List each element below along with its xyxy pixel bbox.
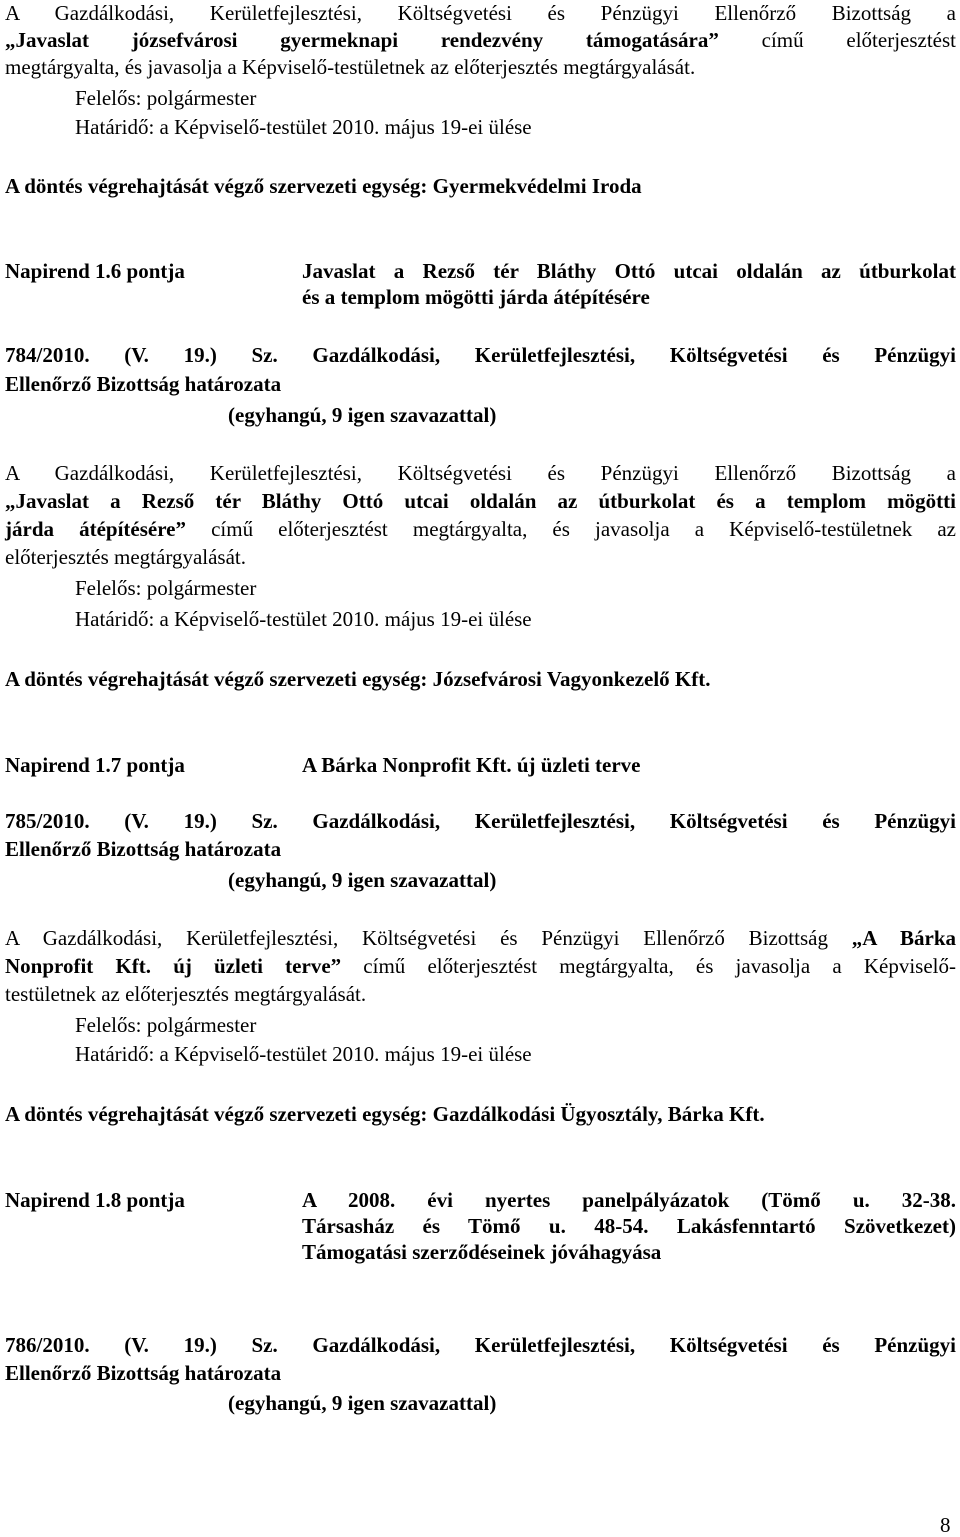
body-text: című előterjesztést megtárgyalta, és javasolja a Képviselő- xyxy=(341,954,956,978)
committee-name: Gazdálkodási, Kerületfejlesztési, Költségvetési és Pénzügyi xyxy=(277,809,956,833)
page-number: 8 xyxy=(940,1513,951,1537)
proposal-title: Nonprofit Kft. új üzleti terve” xyxy=(5,954,342,978)
vote-result: (egyhangú, 9 igen szavazattal) xyxy=(228,403,497,427)
vote-result: (egyhangú, 9 igen szavazattal) xyxy=(228,1391,497,1415)
resolution-heading: Ellenőrző Bizottság határozata xyxy=(5,837,282,861)
proposal-title: „Javaslat a Rezső tér Bláthy Ottó utcai oldalán az útburkolat és a templom mögötti xyxy=(5,489,956,513)
body-text-line: előterjesztés megtárgyalását. xyxy=(5,545,247,569)
deadline-line: Határidő: a Képviselő-testület 2010. május 19-ei ülése xyxy=(75,115,532,139)
body-text: című előterjesztést xyxy=(718,28,957,52)
body-text-line: A Gazdálkodási, Kerületfejlesztési, Költségvetési és Pénzügyi Ellenőrző Bizottság a xyxy=(5,461,956,485)
deadline-line: Határidő: a Képviselő-testület 2010. május 19-ei ülése xyxy=(75,607,532,631)
body-text-line: megtárgyalta, és javasolja a Képviselő-testületnek az előterjesztés megtárgyalását. xyxy=(5,55,696,79)
body-text: A Gazdálkodási, Kerületfejlesztési, Költségvetési és Pénzügyi Ellenőrző Bizottság xyxy=(5,926,852,950)
body-text-line: testületnek az előterjesztés megtárgyalását. xyxy=(5,982,367,1006)
agenda-title-line: Társasház és Tömő u. 48-54. Lakásfenntartó Szövetkezet) xyxy=(302,1214,956,1238)
proposal-title: „Javaslat józsefvárosi gyermeknapi rendezvény támogatására” xyxy=(5,28,719,52)
agenda-title-line: Támogatási szerződéseinek jóváhagyása xyxy=(302,1240,662,1264)
proposal-title: „A Bárka xyxy=(851,926,957,950)
resolution-heading: Ellenőrző Bizottság határozata xyxy=(5,372,282,396)
agenda-title-line: és a templom mögötti járda átépítésére xyxy=(302,285,650,309)
agenda-title-line: A 2008. évi nyertes panelpályázatok (Tömő u. 32-38. xyxy=(302,1188,956,1212)
resolution-number: 784/2010. (V. 19.) Sz. xyxy=(5,343,278,367)
body-text-line xyxy=(5,925,956,951)
executing-unit: A döntés végrehajtását végző szervezeti egység: Gazdálkodási Ügyosztály, Bárka Kft. xyxy=(5,1102,765,1126)
committee-name: Gazdálkodási, Kerületfejlesztési, Költségvetési és Pénzügyi xyxy=(277,343,956,367)
resolution-heading xyxy=(5,808,956,834)
agenda-item-label: Napirend 1.8 pontja xyxy=(5,1188,185,1212)
body-text-line xyxy=(5,953,956,979)
body-text-line xyxy=(5,516,956,542)
agenda-item-label: Napirend 1.7 pontja xyxy=(5,753,185,777)
responsible-line: Felelős: polgármester xyxy=(75,576,257,600)
executing-unit: A döntés végrehajtását végző szervezeti egység: Józsefvárosi Vagyonkezelő Kft. xyxy=(5,667,711,691)
deadline-line: Határidő: a Képviselő-testület 2010. május 19-ei ülése xyxy=(75,1042,532,1066)
committee-name: Gazdálkodási, Kerületfejlesztési, Költségvetési és Pénzügyi xyxy=(277,1333,956,1357)
responsible-line: Felelős: polgármester xyxy=(75,1013,257,1037)
resolution-heading: Ellenőrző Bizottság határozata xyxy=(5,1361,282,1385)
agenda-item-title xyxy=(302,258,956,310)
agenda-item-title xyxy=(302,1187,956,1265)
agenda-item-title: A Bárka Nonprofit Kft. új üzleti terve xyxy=(302,753,641,777)
resolution-number: 786/2010. (V. 19.) Sz. xyxy=(5,1333,278,1357)
resolution-number: 785/2010. (V. 19.) Sz. xyxy=(5,809,278,833)
resolution-heading xyxy=(5,342,956,368)
agenda-title-line: Javaslat a Rezső tér Bláthy Ottó utcai oldalán az útburkolat xyxy=(302,259,956,283)
executing-unit: A döntés végrehajtását végző szervezeti egység: Gyermekvédelmi Iroda xyxy=(5,174,642,198)
resolution-heading xyxy=(5,1332,956,1358)
proposal-title: járda átépítésére” xyxy=(5,517,186,541)
responsible-line: Felelős: polgármester xyxy=(75,86,257,110)
body-text-line: A Gazdálkodási, Kerületfejlesztési, Költségvetési és Pénzügyi Ellenőrző Bizottság a xyxy=(5,1,956,25)
vote-result: (egyhangú, 9 igen szavazattal) xyxy=(228,868,497,892)
body-text: című előterjesztést megtárgyalta, és javasolja a Képviselő-testületnek az xyxy=(185,517,957,541)
body-text-line xyxy=(5,27,956,53)
agenda-item-label: Napirend 1.6 pontja xyxy=(5,259,185,283)
